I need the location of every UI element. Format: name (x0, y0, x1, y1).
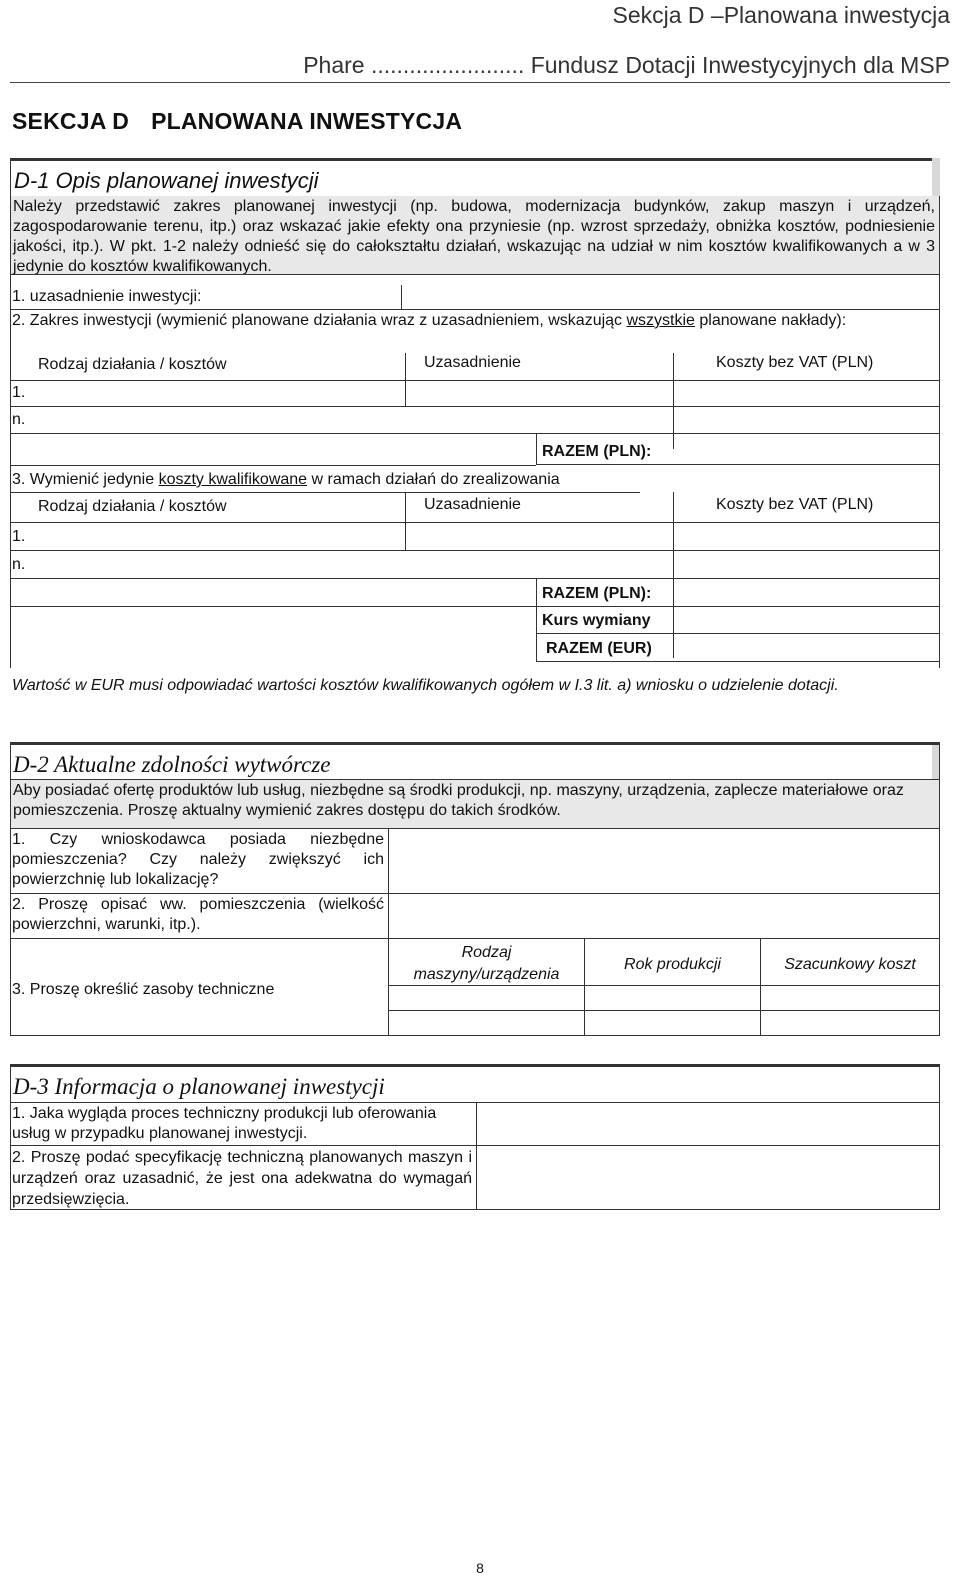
d3-q1-answer-field[interactable] (477, 1103, 939, 1145)
t1-total-pln-label: RAZEM (PLN): (542, 443, 652, 460)
d1-intro: Należy przedstawić zakres planowanej inwestycji (np. budowa, modernizacja budynków, zakup maszyn i urządzeń, zagospodarowanie terenu, itp.) oraz wskazać jakie efekty ona przyniesie (np. wzrost sprzedaży, obniżka kosztów, podniesienie jakości, itp.). W pkt. 1-2 należy odnieść się do całokształtu działań, wskazując na udział w nim kosztów kwalifikowanych a w 3 jedynie do kosztów kwalifikowanych. (10, 196, 940, 274)
t2-col-just: Uzasadnienie (424, 496, 521, 513)
t2-col-cost: Koszty bez VAT (PLN) (716, 496, 874, 513)
t2-row-n: n. (12, 556, 26, 573)
total-eur-label: RAZEM (EUR) (546, 640, 652, 657)
page-number: 8 (476, 1560, 484, 1576)
t2-col-type: Rodzaj działania / kosztów (38, 498, 227, 515)
d2-intro: Aby posiadać ofertę produktów lub usług, niezbędne są środki produkcji, np. maszyny, urządzenia, zaplecze materiałowe oraz pomieszczenia. Proszę aktualny wymienić zakres dostępu do takich środków. (11, 780, 939, 828)
total-eur-field[interactable] (674, 634, 938, 660)
d2-q3: 3. Proszę określić zasoby techniczne (12, 981, 275, 998)
d2-col-year: Rok produkcji (624, 956, 721, 973)
t1-total-pln-field[interactable] (674, 434, 938, 463)
d1-q3-text: 3. Wymienić jedynie koszty kwalifikowane w ramach działań do zrealizowania (12, 471, 560, 488)
d3-q1: 1. Jaka wygląda proces techniczny produkcji lub oferowania usług w przypadku planowanej inwestycji. (12, 1105, 437, 1142)
d1-section (10, 158, 940, 668)
t2-total-pln-field[interactable] (674, 579, 938, 605)
d2-q1: 1. Czy wnioskodawca posiada niezbędne pomieszczenia? Czy należy zwiększyć ich powierzchnię lub lokalizację? (12, 831, 384, 888)
exchange-rate-label: Kurs wymiany (542, 612, 651, 629)
section-running-header: Sekcja D –Planowana inwestycja (612, 2, 950, 28)
d2-col-cost: Szacunkowy koszt (784, 956, 916, 973)
exchange-rate-field[interactable] (674, 607, 938, 632)
d3-q2-answer-field[interactable] (477, 1146, 939, 1209)
d1-q1-label: 1. uzasadnienie inwestycji: (12, 288, 202, 305)
program-running-header: Phare ........................ Fundusz Dotacji Inwestycyjnych dla MSP (303, 52, 950, 78)
header-rule (10, 82, 950, 83)
d2-q2: 2. Proszę opisać ww. pomieszczenia (wielkość powierzchni, warunki, itp.). (12, 896, 384, 933)
t2-total-pln-label: RAZEM (PLN): (542, 585, 652, 602)
d3-heading: D-3 Informacja o planowanej inwestycji (13, 1074, 385, 1099)
d2-q1-answer-field[interactable] (389, 829, 939, 895)
d2-col-machine: Rodzaj maszyny/urządzenia (413, 944, 560, 983)
d1-heading: D-1 Opis planowanej inwestycji (14, 168, 319, 193)
t1-row-n: n. (12, 411, 26, 428)
t2-row-1: 1. (12, 528, 26, 545)
d2-equipment-row-1[interactable] (389, 986, 939, 1010)
d2-equipment-row-2[interactable] (389, 1011, 939, 1035)
d2-q2-answer-field[interactable] (389, 894, 939, 938)
t1-row-1: 1. (12, 384, 26, 401)
d1-eur-note: Wartość w EUR musi odpowiadać wartości kosztów kwalifikowanych ogółem w I.3 lit. a) wniosku o udzielenie dotacji. (12, 677, 839, 694)
page-title (12, 108, 462, 135)
t1-col-just: Uzasadnienie (424, 354, 521, 371)
section-name: PLANOWANA INWESTYCJA (151, 108, 463, 134)
t1-col-type: Rodzaj działania / kosztów (38, 356, 227, 373)
t1-col-cost: Koszty bez VAT (PLN) (716, 354, 874, 371)
section-code: SEKCJA D (12, 108, 130, 134)
d1-q2-text: 2. Zakres inwestycji (wymienić planowane działania wraz z uzasadnieniem, wskazując wszystkie planowane nakłady): (12, 312, 847, 329)
d2-heading: D-2 Aktualne zdolności wytwórcze (13, 752, 331, 777)
d1-q1-answer-field[interactable] (401, 287, 938, 307)
d3-q2: 2. Proszę podać specyfikację techniczną planowanych maszyn i urządzeń oraz uzasadnić, że jest ona adekwatna do wymagań przedsięwzięcia. (12, 1149, 472, 1208)
